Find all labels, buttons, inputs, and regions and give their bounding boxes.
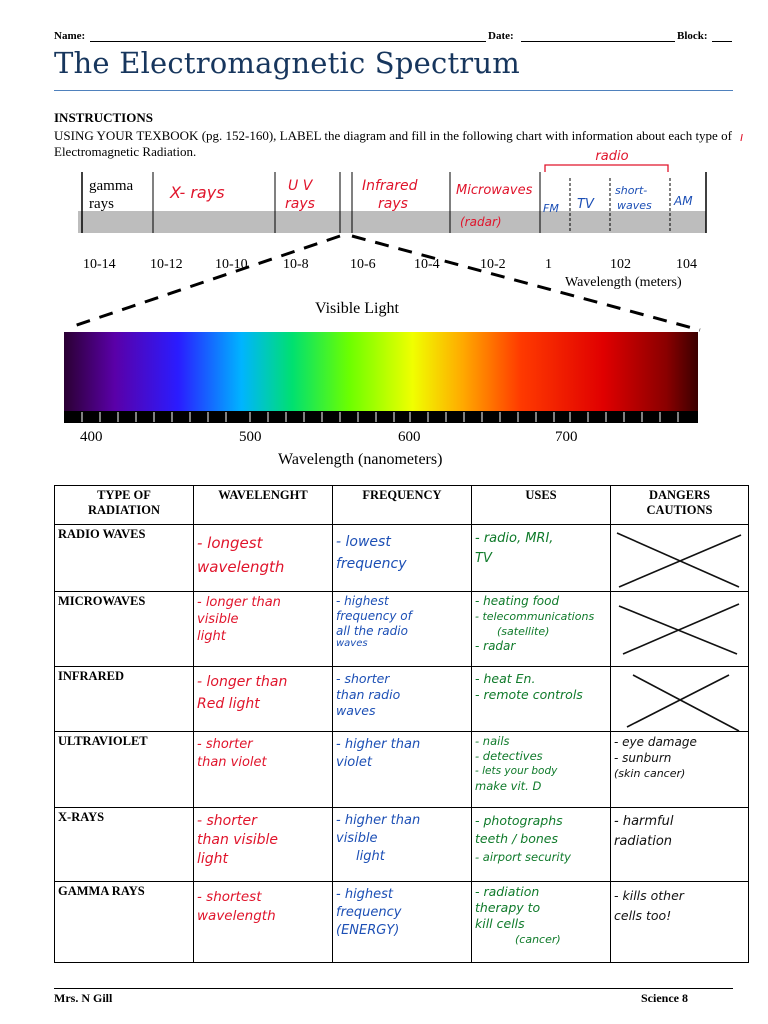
block-line[interactable] (712, 41, 732, 42)
tv-label: TV (577, 197, 594, 212)
radio-bracket (545, 165, 668, 172)
page-title: The Electromagnetic Spectrum (54, 46, 520, 80)
header-dangers: DANGERS CAUTIONS (611, 486, 749, 525)
table-row (55, 591, 749, 667)
cell-uses[interactable]: - radiation therapy to kill cells (cancer) (472, 882, 611, 963)
row-type: RADIO WAVES (55, 525, 194, 592)
table-row (55, 882, 749, 963)
block-label: Block: (677, 30, 708, 42)
row-type: GAMMA RAYS (55, 882, 194, 963)
cell-frequency[interactable]: - shorter than radio waves (333, 667, 472, 731)
visible-spectrum-bar (64, 332, 698, 411)
title-rule (54, 90, 733, 91)
table-row (55, 807, 749, 882)
cell-frequency[interactable]: - highest frequency (ENERGY) (333, 882, 472, 963)
tick-1: 1 (545, 257, 552, 272)
tick-1e-2: 10-2 (480, 257, 506, 272)
cell-wavelength[interactable]: - longer than Red light (194, 667, 333, 731)
shortwave-label-2: waves (617, 199, 652, 212)
radio-label: radio (595, 149, 629, 164)
row-type: X-RAYS (55, 807, 194, 882)
cell-wavelength[interactable]: - shortest wavelength (194, 882, 333, 963)
wavelength-nm-label: Wavelength (nanometers) (278, 451, 443, 468)
nm-tick-500: 500 (239, 429, 262, 445)
crossed-out-mark (613, 669, 745, 735)
tick-1e2: 102 (610, 257, 631, 272)
tick-1e-8: 10-8 (283, 257, 309, 272)
date-line[interactable] (521, 41, 675, 42)
gamma-label-1: gamma (89, 178, 134, 194)
table-row (55, 731, 749, 807)
tick-1e-10: 10-10 (215, 257, 248, 272)
cell-wavelength[interactable]: - longest wavelength (194, 525, 333, 592)
cell-uses[interactable]: - heat En. - remote controls (472, 667, 611, 731)
date-label: Date: (488, 30, 514, 42)
tick-1e-14: 10-14 (83, 257, 116, 272)
uv-label-1: U V (288, 178, 313, 194)
tick-1e-6: 10-6 (350, 257, 376, 272)
cell-wavelength[interactable]: - longer than visible light (194, 591, 333, 667)
footer-course: Science 8 (641, 991, 688, 1005)
crossed-out-mark (613, 594, 745, 660)
tick-1e-12: 10-12 (150, 257, 183, 272)
cell-uses[interactable]: - radio, MRI, TV (472, 525, 611, 592)
microwaves-label: Microwaves (456, 183, 533, 198)
cell-frequency[interactable]: - highest frequency of all the radio waves (333, 591, 472, 667)
radiation-chart (54, 485, 749, 963)
cell-dangers[interactable] (611, 667, 749, 731)
name-label: Name: (54, 30, 86, 42)
header-type: TYPE OF RADIATION (55, 486, 194, 525)
tick-1e4: 104 (676, 257, 697, 272)
table-header-row (55, 486, 749, 525)
table-row (55, 525, 749, 592)
visible-light-title: Visible Light (315, 300, 399, 317)
header-uses: USES (472, 486, 611, 525)
cell-dangers[interactable]: - eye damage - sunburn (skin cancer) (611, 731, 749, 807)
uv-label-2: rays (285, 196, 315, 212)
instructions-text: USING YOUR TEXBOOK (pg. 152-160), LABEL the diagram and fill in the following chart with information about each type of Electromagnetic Radiation. (54, 128, 732, 159)
nm-tick-400: 400 (80, 429, 103, 445)
cell-wavelength[interactable]: - shorter than visible light (194, 807, 333, 882)
header-wavelength: WAVELENGHT (194, 486, 333, 525)
cell-frequency[interactable]: - higher than violet (333, 731, 472, 807)
cell-frequency[interactable]: - higher than visible light (333, 807, 472, 882)
row-type: INFRARED (55, 667, 194, 731)
footer-teacher: Mrs. N Gill (54, 991, 113, 1005)
crossed-out-mark (613, 527, 745, 593)
cell-uses[interactable]: - heating food - telecommunications (satellite) - radar (472, 591, 611, 667)
cell-uses[interactable]: - photographs teeth / bones - airport security (472, 807, 611, 882)
xrays-label: X- rays (170, 183, 225, 202)
header-frequency: FREQUENCY (333, 486, 472, 525)
cell-dangers[interactable] (611, 525, 749, 592)
fm-label: FM (543, 202, 559, 215)
tick-1e-4: 10-4 (414, 257, 440, 272)
cell-wavelength[interactable]: - shorter than violet (194, 731, 333, 807)
footer-rule (54, 988, 733, 989)
cell-dangers[interactable]: - kills other cells too! (611, 882, 749, 963)
cell-dangers[interactable] (611, 591, 749, 667)
infrared-label-1: Infrared (362, 178, 418, 194)
nm-tick-600: 600 (398, 429, 421, 445)
nm-tick-700: 700 (555, 429, 578, 445)
wavelength-meters-label: Wavelength (meters) (565, 275, 682, 290)
cell-dangers[interactable]: - harmful radiation (611, 807, 749, 882)
name-line[interactable] (90, 41, 486, 42)
cell-uses[interactable]: - nails - detectives - lets your body make vit. D (472, 731, 611, 807)
am-label: AM (674, 194, 693, 208)
spectrum-band (78, 211, 706, 233)
instructions-heading: INSTRUCTIONS (54, 110, 153, 125)
row-type: ULTRAVIOLET (55, 731, 194, 807)
table-row (55, 667, 749, 731)
cell-frequency[interactable]: - lowest frequency (333, 525, 472, 592)
em-spectrum-diagram (0, 140, 768, 475)
margin-mark: ı (740, 130, 744, 144)
radar-label: (radar) (460, 215, 502, 229)
gamma-label-2: rays (89, 196, 114, 212)
row-type: MICROWAVES (55, 591, 194, 667)
shortwave-label-1: short- (615, 184, 648, 197)
infrared-label-2: rays (378, 196, 408, 212)
